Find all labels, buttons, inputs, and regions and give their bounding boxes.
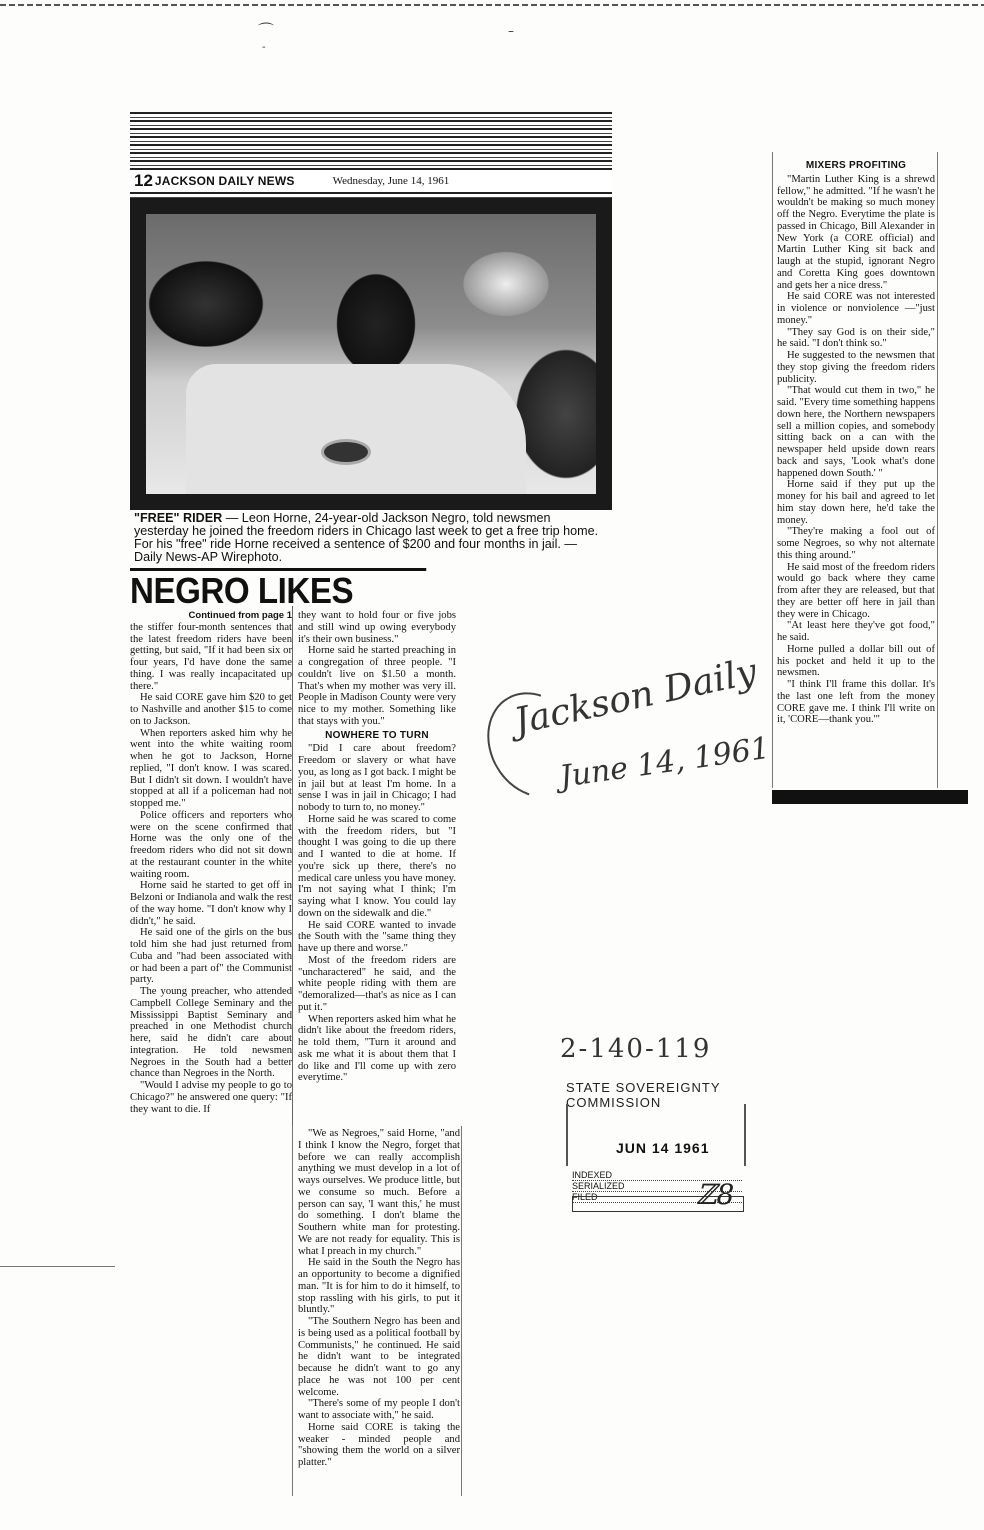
paper-name: JACKSON DAILY NEWS [154, 174, 295, 188]
caption-lead: "FREE" RIDER [134, 511, 223, 525]
paragraph: "We as Negroes," said Horne, "and I think I know the Negro, forget that before we can really accomplish anything we must develop in a lot of ways ourselves. We produce little, but we consume so much. Before a person can say, 'I want this,' he must do something. I don't blame the Southern white man for protesting. We are not ready for equality. This is what I preach in my church." [298, 1128, 460, 1257]
scan-mark: – [508, 24, 514, 38]
paragraph: Horne said CORE is taking the weaker - minded people and "showing them the world on a silver platter." [298, 1421, 460, 1468]
paragraph: "Would I advise my people to go to Chicago?" he answered one query: "If they want to die. If [130, 1080, 292, 1115]
paragraph: "There's some of my people I don't want to associate with," he said. [298, 1398, 460, 1421]
paragraph: When reporters asked him what he didn't like about the freedom riders, he told them, "Turn it around and ask me what it is about them that I do like and I'll come up with zero everytime." [298, 1013, 456, 1084]
paragraph: He said one of the girls on the bus told him she had just returned from Cuba and "had been associated with or had been a part of" the Communist party. [130, 927, 292, 986]
column-end-bar [772, 790, 968, 804]
stamp-row-serialized: SERIALIZED [572, 1181, 742, 1192]
paragraph: Horne said he started to get off in Belzoni or Indianola and walk the rest of the way home. "I don't know why I didn't," he said. [130, 880, 292, 927]
article-column-2 [298, 610, 456, 1084]
paragraph: Horne said if they put up the money for his bail and agreed to let him stay down here, he'd take the money. [777, 479, 935, 526]
paragraph: they want to hold four or five jobs and still wind up owing everybody it's their own business." [298, 610, 456, 645]
scan-mark: ⌒ [258, 21, 275, 40]
article-column-4 [777, 158, 935, 726]
handwritten-source: Jackson Daily [510, 651, 761, 743]
paragraph: "They say God is on their side," he said. "I don't think so." [777, 326, 935, 350]
paragraph: When reporters asked him why he went into the white waiting room when he got to Jackson, Horne replied, "I don't know. I was scared. But I didn't sit down. I wouldn't have stopped at all if a policeman had not stopped me." [130, 727, 292, 809]
headline: NEGRO LIKES [130, 568, 426, 608]
paragraph: "They're making a fool out of some Negroes, so why not alternate this thing around." [777, 526, 935, 561]
stamp-organization: STATE SOVEREIGNTY COMMISSION [566, 1080, 721, 1110]
stamp-date: JUN 14 1961 [616, 1140, 710, 1156]
stamp-row-indexed: INDEXED [572, 1170, 742, 1181]
paragraph: Horne said he was scared to come with the freedom riders, but "I thought I was going to die up there and I wanted to die at home. If you're sick up there, there's no medical care unless you have money. I'm not saying what I think; I'm saying what I know. You could lay down on the sidewalk and die." [298, 813, 456, 919]
handwritten-date: June 14, 1961 [557, 730, 772, 795]
paragraph: Police officers and reporters who were on the scene confirmed that Horne was the only one of the freedom riders who did not sit down at the restaurant counter in the white waiting room. [130, 809, 292, 880]
paragraph: Most of the freedom riders are "uncharactered" he said, and the white people riding with them are "demoralized—that's as nice as I can put it." [298, 954, 456, 1013]
wirephoto [130, 198, 612, 510]
stamp-initials: ℤ8 [696, 1178, 735, 1211]
handwritten-file-number: 2-140-119 [560, 1034, 712, 1064]
subhead-nowhere-to-turn: NOWHERE TO TURN [325, 729, 429, 741]
paragraph: Horne pulled a dollar bill out of his pocket and held it up to the newsmen. [777, 643, 935, 679]
paragraph: "Did I care about freedom? Freedom or slavery or what have you, as long as I got back. I might be in jail but at least I'm home. In a sense I was in jail in Chicago; I had nobody to turn to, no money." [298, 743, 456, 813]
subhead-mixers-profiting: MIXERS PROFITING [805, 160, 907, 171]
paragraph: He said CORE wanted to invade the South with the "same thing they have up there and worse." [298, 919, 456, 954]
paragraph: He said CORE was not interested in violence or nonviolence —"just money." [777, 291, 935, 326]
paragraph: "That would cut them in two," he said. "Every time something happens down here, the Northern newspapers sell a million copies, and somebody sitting back on a can with the newspaper held upside down rears back and says, 'Look what's done happened down South.' " [777, 385, 935, 479]
paragraph: "I think I'll frame this dollar. It's the last one left from the money CORE gave me. I think I'll write on it, 'CORE—thank you.'" [777, 679, 935, 726]
paragraph: the stiffer four-month sentences that the latest freedom riders have been getting, but said, "If it had been six or four years, I'd have done the same thing. I was really incapacitated up there." [130, 621, 292, 692]
stamp-row-filed: FILED [572, 1192, 742, 1203]
page-number: 12 [134, 171, 153, 190]
article-column-3 [298, 1128, 460, 1469]
photo-caption [130, 512, 612, 568]
issue-date: Wednesday, June 14, 1961 [332, 175, 450, 187]
paragraph: He suggested to the newsmen that they stop giving the freedom riders publicity. [777, 350, 935, 385]
top-border [0, 4, 984, 6]
paragraph: "Martin Luther King is a shrewd fellow," he admitted. "If he wasn't he wouldn't be making so much money off the Negro. Everytime the plate is passed in Chicago, Bill Alexander in New York (a CORE official) and Martin Luther King sit back and laugh at the stupid, ignorant Negro and Coretta King goes downtown and gets her a nice dress." [777, 173, 935, 291]
newspaper-masthead [130, 112, 612, 198]
scan-mark: - [262, 42, 266, 53]
paragraph: He said most of the freedom riders would go back where they came from after they are released, but that they are better off here in jail than they were in Chicago. [777, 561, 935, 620]
paragraph: He said CORE gave him $20 to get to Nashville and another $15 to come on to Jackson. [130, 692, 292, 727]
paragraph: The young preacher, who attended Campbell College Seminary and the Mississippi Baptist Seminary and preached in one Methodist church here, said he didn't care about integration. He told newsmen Negroes in the South had a better chance than Negroes in the North. [130, 986, 292, 1080]
paragraph: "At least here they've got food," he said. [777, 620, 935, 643]
paragraph: Horne said he started preaching in a congregation of three people. "I couldn't live on $1.50 a month. That's when my mother was very ill. People in Madison County were very nice to my mother. Something like that stays with you." [298, 645, 456, 727]
commission-stamp [560, 1080, 750, 1210]
paragraph: He said in the South the Negro has an opportunity to become a dignified man. "It is for him to do it himself, to stop rassling with his girls, to put it bluntly." [298, 1257, 460, 1316]
paragraph: "The Southern Negro has been and is being used as a political football by Communists," he continued. He said he didn't want to be integrated because he didn't want to go any place he was not 100 per cent welcome. [298, 1316, 460, 1398]
article-column-1 [130, 610, 292, 1115]
caption-text: — Leon Horne, 24-year-old Jackson Negro, told newsmen yesterday he joined the freedom riders in Chicago last week to get a free trip home. For his "free" ride Horne received a sentence of $200 and four months in jail. — Daily News-AP Wirephoto. [134, 511, 599, 564]
scan-line [0, 1266, 115, 1267]
continued-line: Continued from page 1 [188, 610, 292, 621]
